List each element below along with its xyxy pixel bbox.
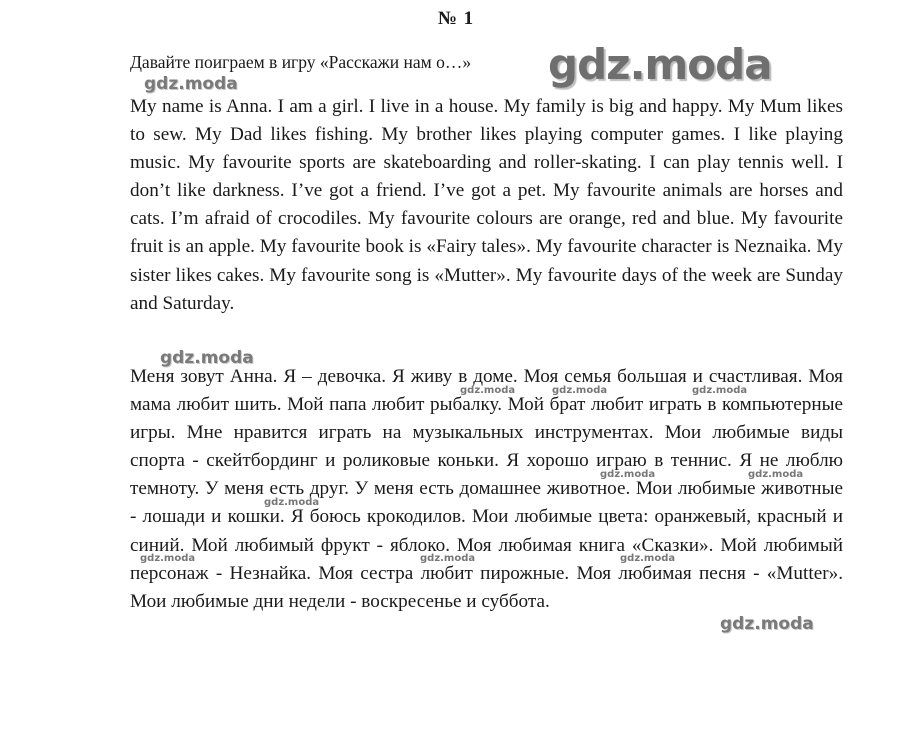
watermark: gdz.moda: [140, 553, 196, 564]
watermark: gdz.moda: [748, 469, 804, 480]
watermark: gdz.moda: [552, 385, 608, 396]
watermark: gdz.moda: [460, 385, 516, 396]
watermark: gdz.moda: [692, 385, 748, 396]
watermark-large: gdz.moda: [548, 40, 772, 89]
exercise-number: № 1: [437, 8, 475, 29]
english-paragraph: My name is Anna. I am a girl. I live in a house. My family is big and happy. My Mum likes to sew. My Dad likes fishing. My brother likes playing computer games. I like playing music. My favourite sports are skateboarding and roller-skating. I can play tennis well. I don’t like darkness. I’ve got a friend. I’ve got a pet. My favourite animals are horses and cats. I’m afraid of crocodiles. My favourite colours are orange, red and blue. My favourite fruit is an apple. My favourite book is «Fairy tales». My favourite character is Neznaika. My sister likes cakes. My favourite song is «Mutter». My favourite days of the week are Sunday and Saturday.: [130, 96, 843, 314]
watermark: gdz.moda: [600, 469, 656, 480]
russian-paragraph: Меня зовут Анна. Я – девочка. Я живу в доме. Моя семья большая и счастливая. Моя мама любит шить. Мой папа любит рыбалку. Мой брат любит играть в компьютерные игры. Мне нравится играть на музыкальных инструментах. Мои любимые виды спорта - скейтбординг и роликовые коньки. Я хорошо играю в теннис. Я не люблю темноту. У меня есть друг. У меня есть домашнее животное. Мои любимые животные - лошади и кошки. Я боюсь крокодилов. Мои любимые цвета: оранжевый, красный и синий. Мой любимый фрукт - яблоко. Моя любимая книга «Сказки». Мой любимый персонаж - Незнайка. Моя сестра любит пирожные. Моя любимая песня - «Mutter». Мои любимые дни недели - воскресенье и суббота.: [130, 366, 843, 612]
watermark: gdz.moda: [160, 348, 254, 368]
watermark: gdz.moda: [264, 497, 320, 508]
watermark: gdz.moda: [420, 553, 476, 564]
watermark: gdz.moda: [620, 553, 676, 564]
watermark: gdz.moda: [720, 614, 814, 634]
watermark: gdz.moda: [144, 74, 238, 94]
task-instruction: Давайте поиграем в игру «Расскажи нам о…»: [130, 52, 472, 72]
